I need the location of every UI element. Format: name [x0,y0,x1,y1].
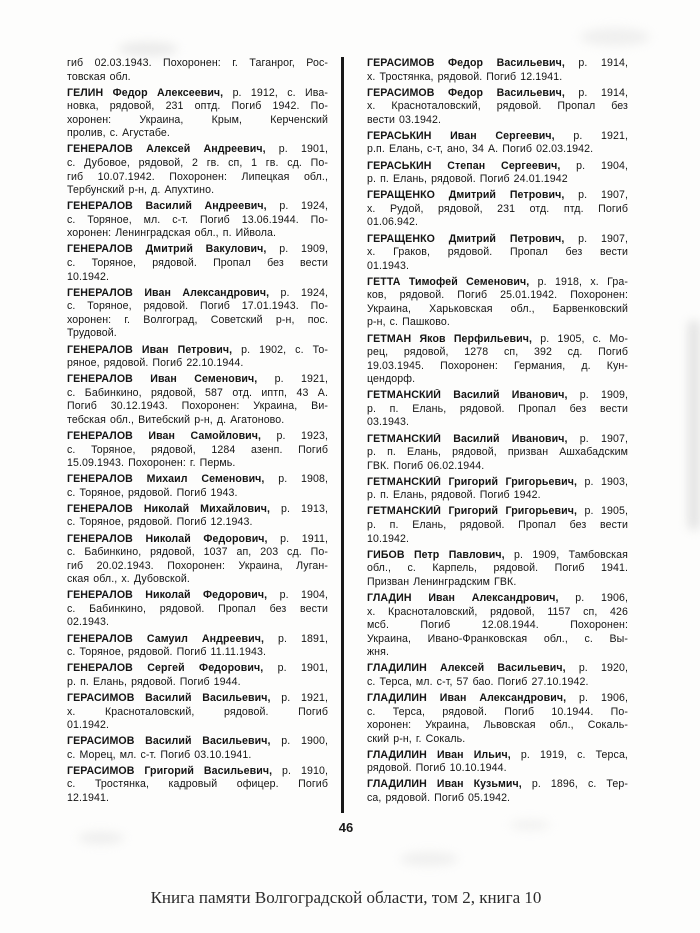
memorial-entry [367,87,628,128]
entry-line: р. п. Елань, рядовой. Погиб 24.01.1942 [367,173,568,186]
entry-text: р. 1911, [267,532,328,545]
entry-line [67,589,328,603]
entry-line [67,533,328,547]
entry-text: р. 1906, [558,591,628,604]
entry-line: р.п. Елань, с-т, ано, 34 А. Погиб 02.03.1942. [367,143,594,156]
entry-line [367,692,628,706]
entry-text: р. 1920, [565,662,628,675]
entry-line: Тербунский р-н, д. Апухтино. [67,184,215,197]
entry-line: с. Тростянка, кадровый офицер. Погиб [67,778,328,791]
scan-smudge [510,820,550,830]
entry-name: ГЛАДИН Иван Александрович, [367,591,559,604]
memorial-entry [367,160,628,187]
entry-text: р. 1909, [266,243,328,256]
entry-line [67,373,328,387]
entry-line [67,287,328,301]
entry-line: 01.06.942. [367,216,419,229]
memorial-entry [67,87,328,141]
entry-line: Украина, Харьковская обл., Барвенковский [367,302,628,315]
entry-text: р. 1914, [564,57,628,69]
entry-line: с. Дубовое, рядовой, 2 гв. сп, 1 гв. сд. По- [67,157,328,170]
memorial-entry [67,765,328,806]
entry-text: р. 1921, [554,129,628,142]
entry-text: р. 1904, [267,589,328,602]
entry-line: с. Торяное, мл. с-т. Погиб 13.06.1944. По- [67,213,328,226]
entry-line [67,765,328,779]
entry-line: 02.1943. [67,616,110,629]
entry-text: р. 1909, [567,389,628,402]
memorial-entry [367,592,628,660]
entry-line: са, рядовой. Погиб 05.1942. [367,791,511,804]
entry-line [67,633,328,647]
entry-text: р. 1904, [560,159,628,172]
memorial-entry [67,503,328,530]
memorial-entry [67,589,328,630]
entry-name: ГЕРАЩЕНКО Дмитрий Петрович, [367,189,565,202]
entry-line: х. Рудой, рядовой, 231 отд. птд. Погиб [367,202,628,215]
entry-line: ГВК. Погиб 06.02.1944. [367,459,485,472]
memorial-entry [67,243,328,284]
entry-line: х. Красноталовский, рядовой, 1157 сп, 426 [367,605,628,618]
entry-name: ГЕНЕРАЛОВ Николай Михайлович, [67,502,271,515]
entry-line [367,160,628,174]
right-column [367,57,628,808]
memorial-entry [367,333,628,387]
entry-name: ГЕНЕРАЛОВ Самуил Андреевич, [67,632,265,645]
entry-line: гиб 02.03.1943. Похоронен: г. Таганрог, Рос- [67,57,328,69]
entry-line: ряное, рядовой. Погиб 22.10.1944. [67,357,244,370]
entry-line: с. Торяное, рядовой. Погиб 1943. [67,486,238,499]
entry-text: р. 1901, [263,662,328,675]
entry-name: ГЕРАСИМОВ Василий Васильевич, [67,691,271,704]
entry-name: ГЕЛИН Федор Алексеевич, [67,86,224,99]
scan-smudge [688,320,700,530]
entry-line: с. Торяное, рядовой. Погиб 12.1943. [67,516,253,529]
entry-line [367,662,628,676]
entry-name: ГЕТТА Тимофей Семенович, [367,275,530,288]
entry-line: х. Граков, рядовой. Пропал без вести [367,246,628,259]
entry-line: ская обл., х. Дубовской. [67,573,190,586]
entry-name: ГЕНЕРАЛОВ Алексей Андреевич, [67,143,266,156]
entry-line: с. Торяное, рядовой. Пропал без вести [67,257,328,270]
entry-line: х. Красноталовский, рядовой. Погиб [67,705,328,718]
entry-line: 12.1941. [67,791,110,804]
column-divider [341,57,344,813]
entry-line [367,592,628,606]
entry-line [67,243,328,257]
entry-text: р. 1919, с. Терса, [510,748,628,761]
entry-line: обл., с. Карпель, рядовой. Погиб 1941. [367,562,628,575]
entry-name: ГЕТМАНСКИЙ Василий Иванович, [367,389,568,402]
left-column [67,57,328,808]
entry-text: р. 1909, Тамбовская [504,548,628,561]
entry-line [367,389,628,403]
memorial-entry [67,200,328,241]
entry-line: Погиб 30.12.1943. Похоронен: Украина, Ви- [67,400,328,413]
page-number: 46 [338,820,354,835]
memorial-entry [367,692,628,746]
entry-name: ГИБОВ Петр Павлович, [367,548,505,561]
entry-line: хоронен: Украина, Крым, Керченский [67,113,328,126]
entry-text: р. 1891, [264,632,328,645]
entry-name: ГЕНЕРАЛОВ Николай Федорович, [67,589,268,602]
entry-text: р. 1907, [564,232,628,245]
entry-text: р. 1907, [564,189,628,202]
entry-name: ГЕНЕРАЛОВ Василий Андреевич, [67,200,267,213]
entry-text: р. 1902, с. То- [232,343,328,356]
entry-line [367,549,628,563]
entry-text: р. 1901, [265,143,328,156]
entry-line [367,778,628,792]
entry-line [367,57,628,71]
entry-line: с. Терса, мл. с-т, 57 бао. Погиб 27.10.1942. [367,675,589,688]
scan-smudge [78,832,124,844]
entry-name: ГЕНЕРАЛОВ Дмитрий Вакулович, [67,243,267,256]
entry-line: с. Терса, рядовой. Погиб 10.1944. По- [367,705,628,718]
entry-line: с. Торяное, рядовой. Погиб 17.01.1943. По- [67,300,328,313]
entry-line [367,189,628,203]
entry-name: ГЕРАСИМОВ Григорий Васильевич, [67,764,273,777]
entry-line [67,473,328,487]
entry-line [67,200,328,214]
entry-line [67,143,328,157]
entry-line: р. п. Елань, рядовой. Погиб 1944. [67,675,241,688]
entry-line: гиб 10.07.1942. Похоронен: Липецкая обл., [67,170,328,183]
memorial-entry [67,430,328,471]
entry-line: с. Торяное, рядовой, 1284 азенп. Погиб [67,443,328,456]
entry-text: р. 1912, с. Ива- [223,86,328,99]
entry-line [367,749,628,763]
entry-line: гиб 20.02.1943. Похоронен: Украина, Луган- [67,559,328,572]
memorial-entry [367,276,628,330]
entry-line: рец, рядовой, 1278 сп, 392 сд. Погиб [367,346,628,359]
entry-line: 10.1942. [367,532,410,545]
entry-line: Призван Ленинградским ГВК. [367,575,517,588]
entry-line [367,505,628,519]
entry-line: цендорф. [367,373,416,386]
memorial-entry [367,389,628,430]
entry-name: ГЛАДИЛИН Алексей Васильевич, [367,662,566,675]
memorial-entry [367,433,628,474]
entry-line [367,130,628,144]
entry-name: ГЕНЕРАЛОВ Иван Семенович, [67,373,258,386]
entry-text: р. 1905, с. Мо- [532,332,628,345]
entry-name: ГЕРАСИМОВ Федор Васильевич, [367,57,565,69]
entry-text: р. 1924, [269,286,328,299]
entry-line: р. п. Елань, рядовой. Пропал без вести [367,402,628,415]
entry-text: р. 1907, [567,432,628,445]
memorial-entry [367,505,628,546]
entry-line [367,233,628,247]
entry-text: р. 1918, х. Гра- [529,275,628,288]
entry-text: р. 1903, [577,475,628,488]
entry-text: р. 1910, [272,764,328,777]
entry-name: ГЕТМАНСКИЙ Василий Иванович, [367,432,568,445]
entry-line: с. Бабинкино, рядовой. Пропал без вести [67,602,328,615]
entry-name: ГЛАДИЛИН Иван Александрович, [367,691,567,704]
entry-line: х. Тростянка, рядовой. Погиб 12.1941. [367,70,563,83]
entry-line: 15.09.1943. Похоронен: г. Пермь. [67,457,236,470]
entry-name: ГЕТМАНСКИЙ Григорий Григорьевич, [367,475,578,488]
entry-line: Трудовой. [67,327,117,340]
memorial-entry [67,143,328,197]
entry-line: 19.03.1945. Похоронен: Германия, д. Кун- [367,359,628,372]
entry-text: р. 1924, [266,200,328,213]
entry-line: мсб. Погиб 12.08.1944. Похоронен: [367,619,628,632]
entry-line [67,662,328,676]
memorial-entry [67,735,328,762]
entry-name: ГЕРАЩЕНКО Дмитрий Петрович, [367,232,565,245]
entry-text: р. 1906, [566,691,628,704]
entry-name: ГЕТМАНСКИЙ Григорий Григорьевич, [367,505,578,518]
entry-text: р. 1914, [564,86,628,99]
memorial-entry [367,130,628,157]
entry-line: товская обл. [67,70,131,83]
entry-line [367,333,628,347]
entry-name: ГЕРАСЬКИН Иван Сергеевич, [367,129,555,142]
entry-line: хоронен: г. Волгоград, Советский р-н, пос. [67,313,328,326]
entry-line: ков, рядовой. Погиб 25.01.1942. Похоронен: [367,289,628,302]
entry-name: ГЛАДИЛИН Иван Ильич, [367,748,511,761]
entry-line [367,476,628,490]
entry-line: тебская обл., Витебский р-н, д. Агатоново. [67,413,285,426]
memorial-entry [67,633,328,660]
entry-line: хоронен: Украина, Львовская обл., Сокаль- [367,719,628,732]
entry-line: Украина, Ивано-Франковская обл., с. Вы- [367,632,628,645]
memorial-entry [67,692,328,733]
scan-smudge [118,42,178,56]
memorial-entry [67,662,328,689]
entry-name: ГЛАДИЛИН Иван Кузьмич, [367,778,522,791]
entry-name: ГЕНЕРАЛОВ Иван Александрович, [67,286,270,299]
entry-line: вести 03.1942. [367,113,442,126]
entry-line: х. Красноталовский, рядовой. Пропал без [367,100,628,113]
entry-line: с. Морец, мл. с-т. Погиб 03.10.1941. [67,748,252,761]
entry-line: с. Торяное, рядовой. Погиб 11.11.1943. [67,646,267,659]
entry-line: новка, рядовой, 231 оптд. Погиб 1942. По- [67,100,328,113]
entry-line: с. Бабинкино, рядовой, 1037 ап, 203 сд. По- [67,546,328,559]
entry-text: р. 1923, [261,429,328,442]
entry-line [67,735,328,749]
entry-name: ГЕНЕРАЛОВ Михаил Семенович, [67,473,265,486]
entry-line: рядовой. Погиб 10.10.1944. [367,762,507,775]
entry-line: хоронен: Ленинградская обл., п. Ийвола. [67,227,277,240]
memorial-entry [367,189,628,230]
entry-text: р. 1900, [270,735,328,748]
memorial-entry [367,549,628,590]
memorial-entry [367,233,628,274]
memorial-entry [367,778,628,805]
entry-text: р. 1905, [577,505,628,518]
memorial-entry [67,373,328,427]
entry-line [367,433,628,447]
entry-name: ГЕНЕРАЛОВ Николай Федорович, [67,532,268,545]
entry-line: с. Бабинкино, рядовой, 587 отд. иптп, 43 А. [67,386,328,399]
memorial-entry [367,749,628,776]
memorial-entry [367,476,628,503]
entry-name: ГЕТМАН Яков Перфильевич, [367,332,533,345]
entry-line: жня. [367,646,390,659]
entry-line [67,344,328,358]
entry-line: 01.1943. [367,259,410,272]
entry-line: 10.1942. [67,270,110,283]
book-caption: Книга памяти Волгоградской области, том 2, книга 10 [150,888,542,907]
memorial-entry [67,57,328,84]
memorial-entry [367,662,628,689]
entry-name: ГЕРАСЬКИН Степан Сергеевич, [367,159,561,172]
entry-name: ГЕРАСИМОВ Федор Васильевич, [367,86,565,99]
entry-name: ГЕНЕРАЛОВ Иван Петрович, [67,343,233,356]
entry-line [67,503,328,517]
entry-line: 03.1943. [367,416,410,429]
entry-text: р. 1908, [264,473,328,486]
entry-line: ский р-н, г. Сокаль. [367,732,466,745]
entry-text: р. 1896, с. Тер- [521,778,628,791]
memorial-entry [67,533,328,587]
entry-line: р. п. Елань, рядовой. Пропал без вести [367,519,628,532]
entry-line: р-н, с. Пашково. [367,316,450,329]
memorial-entry [367,57,628,84]
memorial-entry [67,287,328,341]
memorial-entry [67,344,328,371]
entry-text: р. 1921, [257,373,328,386]
entry-line [367,276,628,290]
entry-line: р. п. Елань, рядовой. Погиб 1942. [367,489,541,502]
entry-line: пролив, с. Агустабе. [67,127,170,140]
entry-line: 01.1942. [67,719,110,732]
entry-name: ГЕНЕРАЛОВ Иван Самойлович, [67,429,262,442]
entry-line: р. п. Елань, рядовой, призван Ашхабадским [367,446,628,459]
entry-name: ГЕРАСИМОВ Василий Васильевич, [67,735,271,748]
scan-smudge [580,28,650,46]
entry-line [67,430,328,444]
entry-text: р. 1913, [270,502,328,515]
entry-line [67,87,328,101]
entry-line [367,87,628,101]
entry-line [67,692,328,706]
entry-name: ГЕНЕРАЛОВ Сергей Федорович, [67,662,264,675]
scan-smudge [400,852,458,866]
entry-text: р. 1921, [270,691,328,704]
memorial-entry [67,473,328,500]
